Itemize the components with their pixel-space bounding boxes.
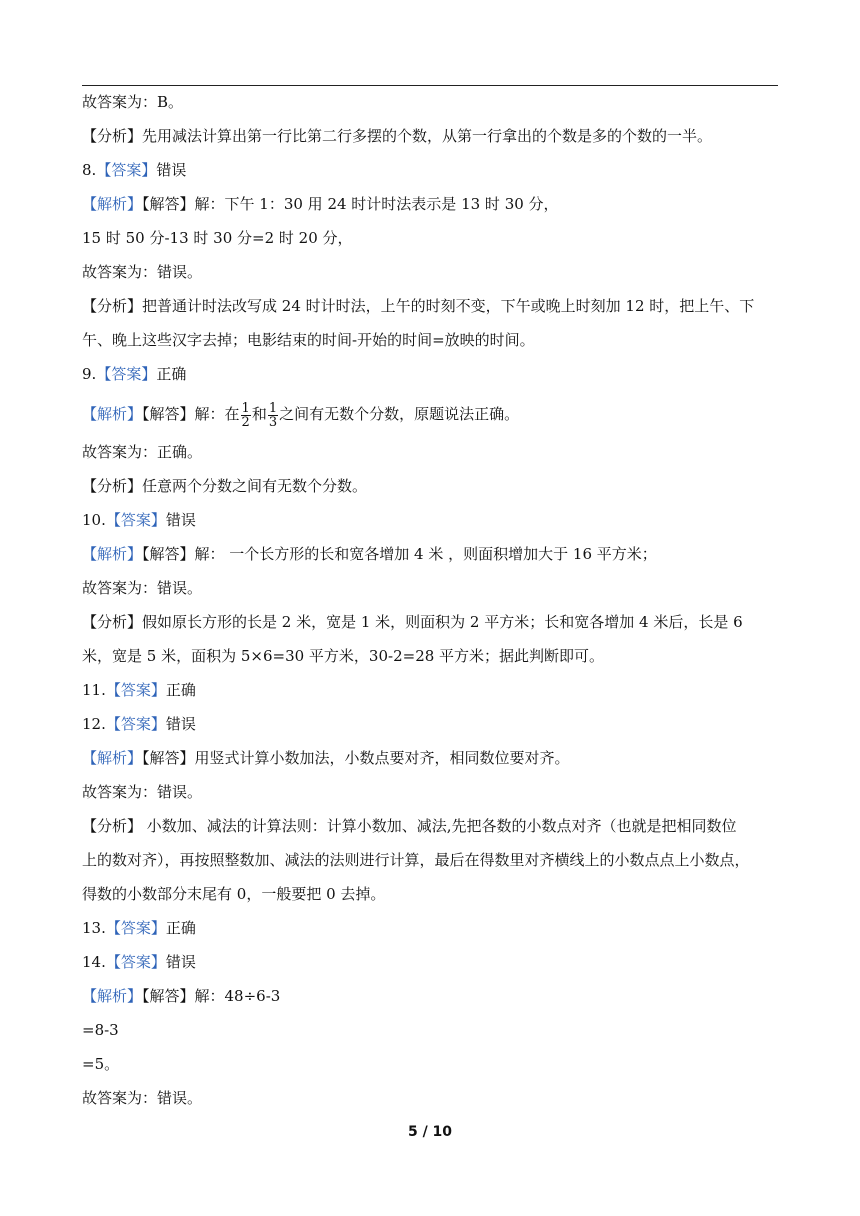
question-number: 8.	[82, 161, 97, 179]
answer-tag: 【答案】	[96, 365, 157, 383]
fraction-one-half: $\frac{1}{2}$	[241, 400, 250, 430]
text-line: =8-3	[82, 1021, 119, 1039]
question-number: 14.	[82, 953, 106, 971]
text-line: 【分析】先用减法计算出第一行比第二行多摆的个数，从第一行拿出的个数是多的个数的一半。	[82, 127, 713, 145]
text-line: 故答案为：B。	[82, 93, 184, 111]
text-line: 【分析】假如原长方形的长是 2 米，宽是 1 米，则面积为 2 平方米；长和宽各增加 4 米后，长是 6	[82, 613, 743, 631]
answer-tag: 【答案】	[96, 161, 157, 179]
analysis-tag: 【解析】	[82, 749, 143, 767]
text-line: =5。	[82, 1055, 120, 1073]
question-number: 11.	[82, 681, 106, 699]
analysis-line: 【解析】【解答】解：在 $\frac{1}{2}$ 和 $\frac{1}{3}$ 之间有无数个分数，原题说法正确。	[82, 400, 520, 430]
answer-tag: 【答案】	[105, 511, 166, 529]
text-line: 米，宽是 5 米，面积为 5×6=30 平方米，30-2=28 平方米；据此判断即可。	[82, 647, 605, 665]
answer-line: 12.【答案】错误	[82, 715, 196, 733]
question-number: 10.	[82, 511, 106, 529]
analysis-tag: 【解析】	[82, 545, 143, 563]
analysis-tag: 【解析】	[82, 195, 143, 213]
answer-line: 10.【答案】错误	[82, 511, 196, 529]
header-rule	[82, 85, 778, 86]
answer-line: 14.【答案】错误	[82, 953, 196, 971]
answer-line: 11.【答案】正确	[82, 681, 196, 699]
text-line: 得数的小数部分末尾有 0，一般要把 0 去掉。	[82, 885, 386, 903]
question-number: 12.	[82, 715, 106, 733]
text-line: 【分析】 小数加、减法的计算法则：计算小数加、减法,先把各数的小数点对齐（也就是把相同数位	[82, 817, 737, 835]
text-line: 上的数对齐），再按照整数加、减法的法则进行计算，最后在得数里对齐横线上的小数点点上小数点，	[82, 851, 750, 869]
text-line: 午、晚上这些汉字去掉；电影结束的时间-开始的时间=放映的时间。	[82, 331, 535, 349]
answer-tag: 【答案】	[105, 681, 166, 699]
text-line: 故答案为：错误。	[82, 1089, 203, 1107]
text-line: 【分析】任意两个分数之间有无数个分数。	[82, 477, 368, 495]
text-line: 故答案为：正确。	[82, 443, 203, 461]
answer-tag: 【答案】	[105, 953, 166, 971]
text-line: 【分析】把普通计时法改写成 24 时计时法，上午的时刻不变，下午或晚上时刻加 12 时，把上午、下	[82, 297, 755, 315]
answer-tag: 【答案】	[105, 919, 166, 937]
answer-line: 9.【答案】正确	[82, 365, 187, 383]
text-line: 故答案为：错误。	[82, 783, 203, 801]
answer-tag: 【答案】	[105, 715, 166, 733]
question-number: 13.	[82, 919, 106, 937]
analysis-tag: 【解析】	[82, 987, 143, 1005]
answer-line: 13.【答案】正确	[82, 919, 196, 937]
analysis-line: 【解析】【解答】解：下午 1：30 用 24 时计时法表示是 13 时 30 分，	[82, 195, 559, 213]
analysis-line: 【解析】【解答】解：48÷6-3	[82, 987, 281, 1005]
fraction-one-third: $\frac{1}{3}$	[268, 400, 278, 430]
text-line: 15 时 50 分-13 时 30 分=2 时 20 分，	[82, 229, 353, 247]
page-number: 5 / 10	[407, 1124, 453, 1140]
text-line: 故答案为：错误。	[82, 263, 203, 281]
analysis-line: 【解析】【解答】解： 一个长方形的长和宽各增加 4 米 ，则面积增加大于 16 平方米；	[82, 545, 657, 563]
analysis-tag: 【解析】	[82, 405, 143, 423]
text-line: 故答案为：错误。	[82, 579, 203, 597]
analysis-line: 【解析】【解答】用竖式计算小数加法，小数点要对齐，相同数位要对齐。	[82, 749, 570, 767]
question-number: 9.	[82, 365, 97, 383]
answer-line: 8.【答案】错误	[82, 161, 187, 179]
